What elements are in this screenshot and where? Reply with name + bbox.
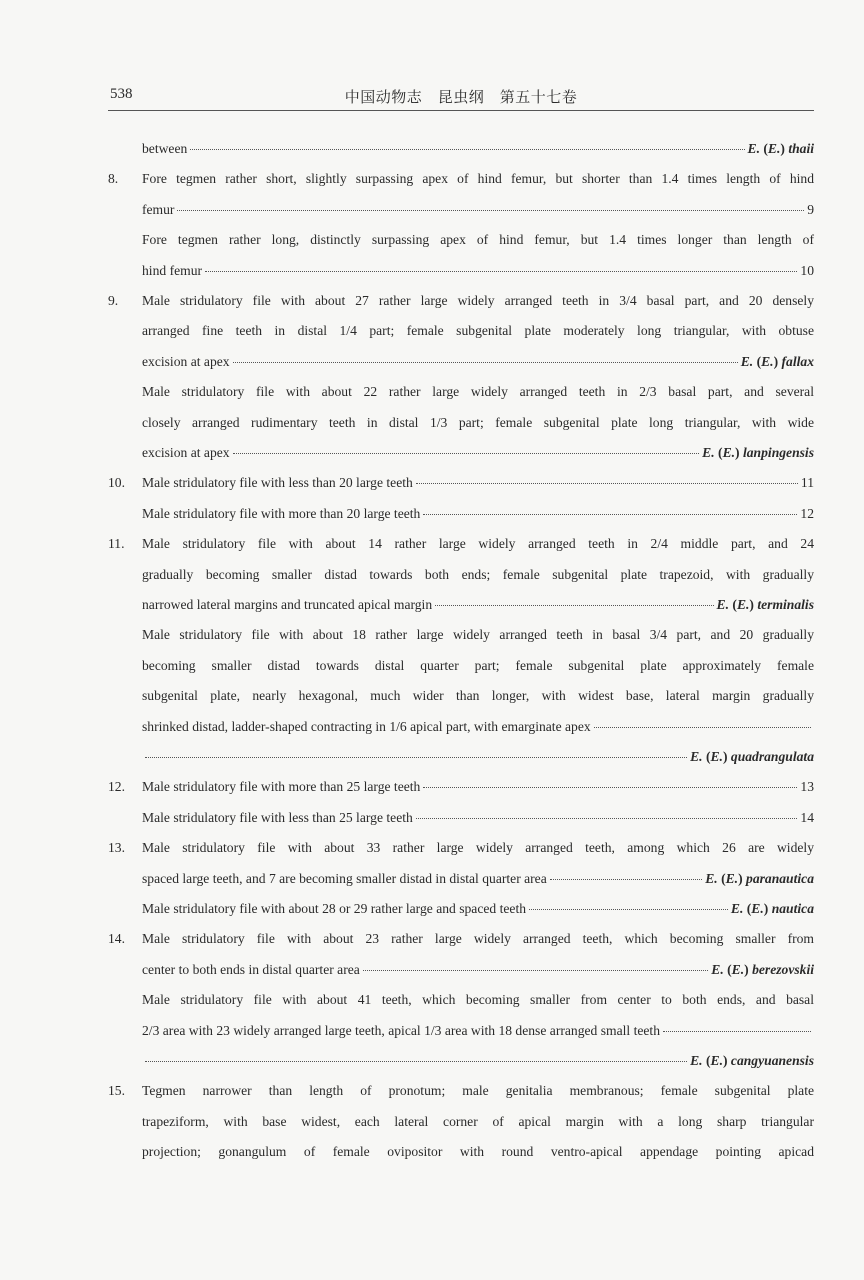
key-line (108, 894, 814, 924)
key-line (108, 803, 814, 833)
taxon-name: E. (E.) quadrangulata (690, 749, 814, 764)
key-line (108, 134, 814, 164)
key-text: Male stridulatory file with about 18 rather large widely arranged teeth in basal 3/4 part, and 20 gradually (142, 627, 814, 643)
key-line (108, 499, 814, 529)
taxon-name: E. (E.) nautica (730, 901, 814, 916)
couplet-reference: 12 (800, 505, 814, 521)
key-line (108, 864, 814, 894)
key-line (108, 833, 814, 863)
key-text: Fore tegmen rather short, slightly surpassing apex of hind femur, but shorter than 1.4 times length of hind (142, 171, 814, 187)
key-text: becoming smaller distad towards distal quarter part; female subgenital plate approximately female (142, 657, 814, 673)
key-line (108, 985, 814, 1015)
couplet-reference: 9 (807, 201, 814, 217)
key-line (108, 620, 814, 650)
key-line (108, 681, 814, 711)
key-text: 2/3 area with 23 widely arranged large teeth, apical 1/3 area with 18 dense arranged small teeth (142, 1022, 660, 1038)
taxon-name: E. (E.) berezovskii (711, 961, 814, 977)
key-text: narrowed lateral margins and truncated apical margin (142, 597, 433, 612)
key-line (108, 408, 814, 438)
dot-leader (423, 785, 797, 788)
taxon-name: E. (E.) paranautica (705, 870, 814, 886)
taxon-name: E. (E.) cangyuanensis (690, 1053, 814, 1068)
dot-leader (190, 147, 744, 150)
couplet-reference: 11 (800, 475, 814, 491)
dot-leader (423, 512, 797, 515)
taxon-name: E. (E.) fallax (740, 353, 814, 369)
key-text: Male stridulatory file with about 22 rather large widely arranged teeth in 2/3 basal part, and several (142, 384, 814, 400)
key-line (108, 286, 814, 316)
key-line (108, 742, 814, 772)
couplet-number: 9. (108, 293, 119, 308)
dot-leader (529, 907, 728, 910)
key-text: shrinked distad, ladder-shaped contracting in 1/6 apical part, with emarginate apex (142, 718, 591, 734)
couplet-number: 14. (108, 931, 125, 947)
couplet-number: 12. (108, 779, 125, 795)
key-text: spaced large teeth, and 7 are becoming smaller distad in distal quarter area (142, 870, 547, 886)
key-text: Fore tegmen rather long, distinctly surpassing apex of hind femur, but 1.4 times longer than length of (142, 232, 814, 248)
running-title: 中国动物志 昆虫纲 第五十七卷 (344, 90, 578, 106)
key-line (108, 1107, 814, 1137)
key-text: Male stridulatory file with about 33 rather large widely arranged teeth, among which 26 are widely (142, 840, 814, 856)
key-text: Male stridulatory file with less than 25 large teeth (142, 809, 413, 825)
key-text: between (142, 141, 188, 156)
key-text: closely arranged rudimentary teeth in distal 1/3 part; female subgenital plate long triangular, with wide (142, 414, 814, 430)
couplet-number: 15. (108, 1083, 125, 1099)
key-line (108, 1046, 814, 1076)
key-line (108, 225, 814, 255)
key-line (108, 468, 814, 498)
key-line (108, 377, 814, 407)
key-text: Male stridulatory file with about 28 or 29 rather large and spaced teeth (142, 901, 527, 916)
page-header (108, 84, 814, 111)
dot-leader (363, 968, 708, 971)
key-line (108, 529, 814, 559)
dot-leader (435, 603, 713, 606)
key-text: projection; gonangulum of female ovipositor with round ventro-apical appendage pointing apicad (142, 1144, 814, 1160)
dot-leader (233, 360, 738, 363)
couplet-reference: 14 (800, 809, 814, 825)
couplet-number: 8. (108, 171, 119, 187)
key-line (108, 1076, 814, 1106)
key-text: center to both ends in distal quarter area (142, 961, 360, 977)
key-line (108, 924, 814, 954)
key-line (108, 256, 814, 286)
dot-leader (550, 877, 702, 880)
dot-leader (663, 1029, 811, 1032)
key-text: excision at apex (142, 353, 230, 369)
dot-leader (416, 816, 798, 819)
key-line (108, 590, 814, 620)
key-text: Male stridulatory file with about 41 teeth, which becoming smaller from center to both ends, and basal (142, 992, 814, 1008)
key-line (108, 955, 814, 985)
key-text: arranged fine teeth in distal 1/4 part; female subgenital plate moderately long triangular, with obtuse (142, 323, 814, 339)
key-text: Male stridulatory file with more than 20 large teeth (142, 505, 421, 521)
couplet-number: 13. (108, 840, 125, 856)
key-text: subgenital plate, nearly hexagonal, much wider than longer, with widest base, lateral margin gradually (142, 688, 814, 704)
couplet-number: 11. (108, 536, 125, 552)
dot-leader (177, 208, 804, 211)
key-text: gradually becoming smaller distad towards both ends; female subgenital plate trapezoid, with gradually (142, 566, 814, 582)
key-text: trapeziform, with base widest, each lateral corner of apical margin with a long sharp triangular (142, 1113, 814, 1129)
dot-leader (233, 451, 700, 454)
page-number: 538 (110, 86, 133, 102)
dot-leader (145, 755, 687, 758)
key-line (108, 347, 814, 377)
key-line (108, 1137, 814, 1167)
key-text: femur (142, 201, 175, 217)
key-text: excision at apex (142, 445, 230, 460)
key-text: Male stridulatory file with about 14 rather large widely arranged teeth in 2/4 middle part, and 24 (142, 536, 814, 552)
key-line (108, 651, 814, 681)
key-line (108, 438, 814, 468)
key-line (108, 1016, 814, 1046)
key-text: hind femur (142, 262, 203, 278)
key-line (108, 712, 814, 742)
dot-leader (205, 269, 797, 272)
key-line (108, 195, 814, 225)
couplet-reference: 13 (800, 779, 814, 795)
dot-leader (416, 481, 798, 484)
couplet-reference: 10 (800, 262, 814, 278)
key-line (108, 316, 814, 346)
key-line (108, 772, 814, 802)
couplet-number: 10. (108, 475, 125, 491)
taxon-name: E. (E.) terminalis (716, 597, 814, 612)
dot-leader (594, 725, 811, 728)
taxon-name: E. (E.) thaii (747, 141, 814, 156)
taxon-name: E. (E.) lanpingensis (702, 445, 814, 460)
dot-leader (145, 1059, 687, 1062)
key-line (108, 164, 814, 194)
key-text: Tegmen narrower than length of pronotum; male genitalia membranous; female subgenital plate (142, 1083, 814, 1099)
key-text: Male stridulatory file with more than 25 large teeth (142, 779, 421, 795)
key-text: Male stridulatory file with about 27 rather large widely arranged teeth in 3/4 basal part, and 20 densely (142, 293, 814, 308)
key-text: Male stridulatory file with about 23 rather large widely arranged teeth, which becoming smaller from (142, 931, 814, 947)
key-line (108, 560, 814, 590)
key-text: Male stridulatory file with less than 20 large teeth (142, 475, 413, 491)
